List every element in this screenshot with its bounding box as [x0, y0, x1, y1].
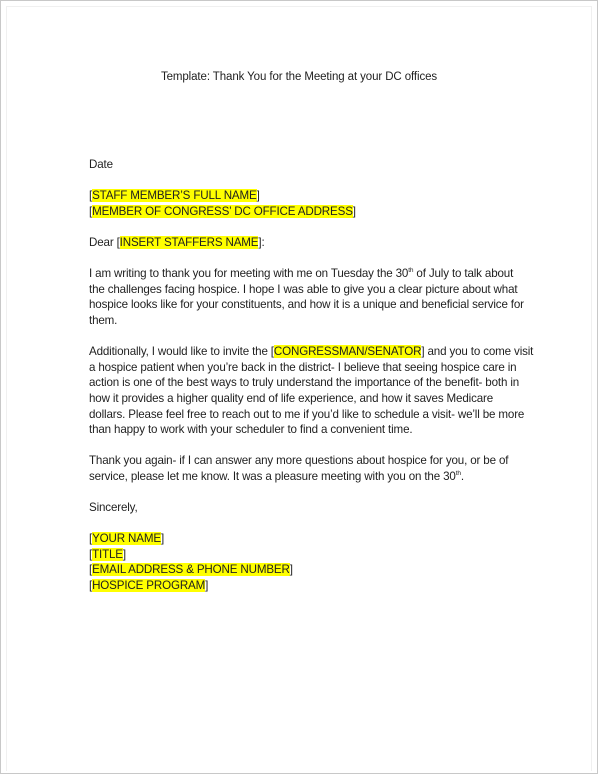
p1-line4: them.	[89, 313, 118, 327]
p1-line1-a: I am writing to thank you for meeting with me on Tuesday the 30	[89, 267, 409, 281]
closing: Sincerely,	[89, 501, 138, 515]
recipient-address-line: [MEMBER OF CONGRESS’ DC OFFICE ADDRESS]	[89, 204, 356, 218]
staffer-name-placeholder: INSERT STAFFERS NAME	[119, 235, 259, 249]
congressman-senator-placeholder: CONGRESSMAN/SENATOR	[273, 345, 422, 359]
your-name-placeholder: YOUR NAME	[92, 532, 161, 546]
p1-line1-b: of July to talk about	[413, 267, 514, 281]
date-line: Date	[89, 158, 113, 171]
p1-superscript: th	[408, 267, 414, 275]
paragraph-3	[89, 453, 529, 484]
p2-line6: than happy to work with your scheduler to find a convenient time.	[89, 423, 413, 437]
p2-line1-a: Additionally, I would like to invite the [	[89, 345, 274, 359]
salutation	[89, 235, 529, 251]
document-title: Template: Thank You for the Meeting at your DC offices	[160, 71, 438, 83]
p3-line2-b: .	[460, 469, 464, 483]
p2-line1-b: ] and you to come visit	[421, 345, 534, 359]
p2-line5: dollars. Please feel free to reach out to me if you’d like to schedule a visit- we’ll be more	[89, 407, 525, 421]
p3-line1: Thank you again- if I can answer any more questions about hospice for you, or be of	[89, 454, 509, 468]
staff-name-placeholder: STAFF MEMBER’S FULL NAME	[92, 189, 257, 203]
p1-line2: the challenges facing hospice. I hope I was able to give you a clear picture about what	[89, 282, 518, 296]
p2-line3: action is one of the best ways to truly understand the importance of the benefit- both in	[89, 376, 520, 390]
letter-body	[89, 157, 534, 594]
salutation-prefix: Dear [	[89, 235, 120, 249]
signature-block: [YOUR NAME] [TITLE] [EMAIL ADDRESS & PHONE NUMBER] [HOSPICE PROGRAM]	[89, 532, 293, 593]
p3-superscript: th	[455, 469, 461, 477]
p2-line4: how it provides a higher quality end of life experience, and how it saves Medicare	[89, 391, 494, 405]
office-address-placeholder: MEMBER OF CONGRESS’ DC OFFICE ADDRESS	[92, 204, 353, 218]
p2-line2: a hospice patient when you’re back in the district- I believe that seeing hospice care in	[89, 360, 517, 374]
title-placeholder: TITLE	[92, 547, 123, 561]
p3-line2-a: service, please let me know. It was a pleasure meeting with you on the 30	[89, 469, 456, 483]
contact-placeholder: EMAIL ADDRESS & PHONE NUMBER	[92, 563, 290, 577]
paragraph-2	[89, 344, 534, 438]
recipient-name-line: [STAFF MEMBER’S FULL NAME]	[89, 189, 260, 203]
paragraph-1	[89, 266, 529, 328]
hospice-program-placeholder: HOSPICE PROGRAM	[92, 579, 206, 593]
salutation-suffix: ]:	[258, 235, 265, 249]
p1-line3: hospice looks like for your constituents, and how it is a unique and beneficial service for	[89, 298, 524, 312]
